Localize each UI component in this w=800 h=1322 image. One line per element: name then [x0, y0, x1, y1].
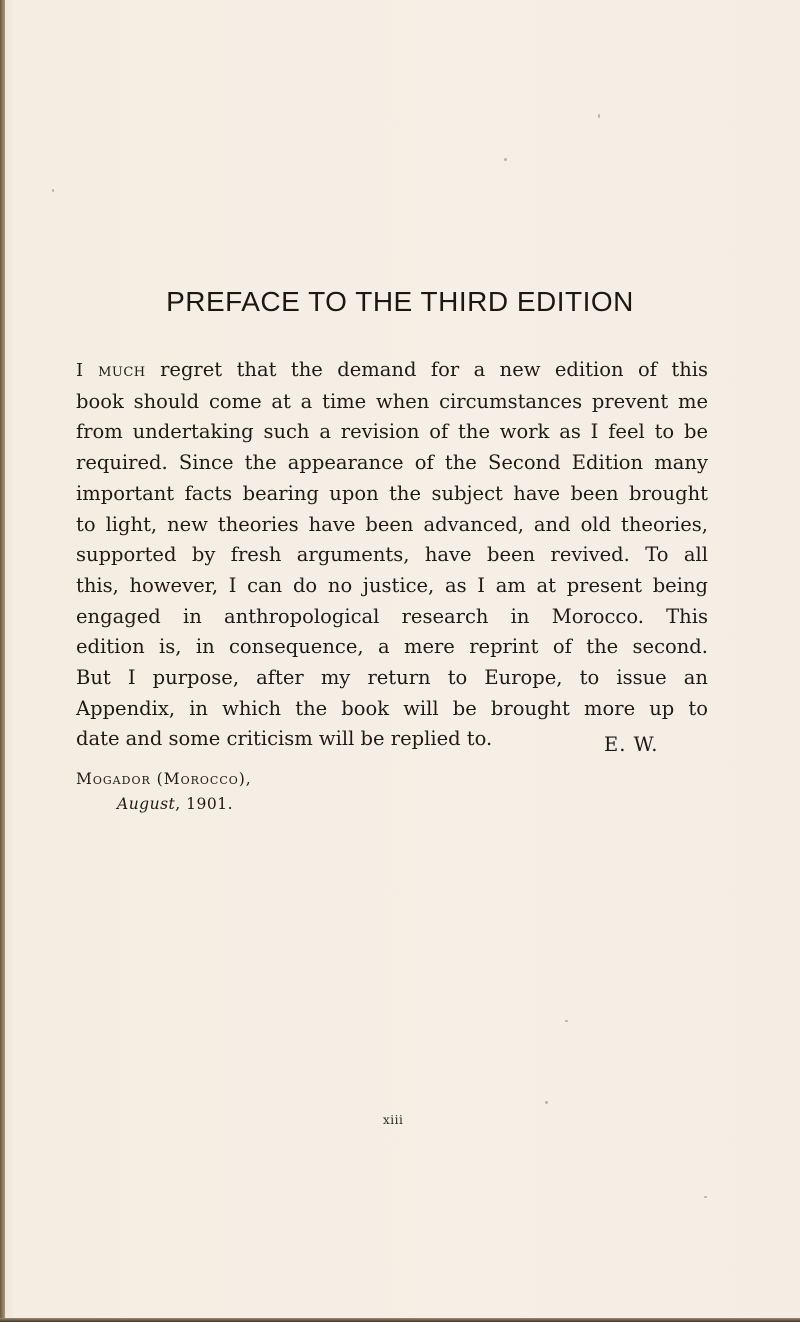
paragraph-line-11: But I purpose, after my return to Europe, to issue an: [76, 666, 708, 690]
paragraph-line-5: important facts bearing upon the subject have been brought: [76, 481, 708, 505]
paragraph-line-2: book should come at a time when circumstances prevent me: [76, 389, 708, 413]
paragraph-line-12: Appendix, in which the book will be brought more up to: [76, 696, 708, 720]
date-line: [117, 795, 233, 813]
paragraph-line-13: date and some criticism will be replied to.: [76, 727, 493, 751]
page-number: xiii: [383, 1113, 404, 1127]
preface-paragraph: [76, 355, 708, 755]
paragraph-line-9: engaged in anthropological research in Morocco. This: [76, 604, 708, 628]
paper-speck: [598, 114, 600, 118]
date-month: August: [117, 795, 176, 813]
paper-speck: [565, 1020, 568, 1022]
paragraph-line-10: edition is, in consequence, a mere reprint of the second.: [76, 635, 708, 659]
paper-speck: [52, 189, 54, 192]
paper-speck: [545, 1101, 548, 1104]
place-line: Mogador (Morocco),: [76, 770, 252, 788]
paper-speck: [704, 1196, 707, 1198]
lead-word-small-caps: I much: [76, 360, 146, 381]
page-bottom-edge: [0, 1318, 800, 1322]
paragraph-line-4: required. Since the appearance of the Second Edition many: [76, 451, 708, 475]
preface-title: PREFACE TO THE THIRD EDITION: [166, 286, 634, 317]
paragraph-line-3: from undertaking such a revision of the work as I feel to be: [76, 420, 708, 444]
paragraph-line-8: this, however, I can do no justice, as I am at present being: [76, 573, 708, 597]
paragraph-line-7: supported by fresh arguments, have been revived. To all: [76, 543, 708, 567]
paper-speck: [504, 158, 507, 161]
date-year: , 1901.: [175, 795, 233, 813]
paragraph-line-1: I much regret that the demand for a new edition of this: [76, 358, 709, 381]
page-spine-edge: [0, 0, 5, 1322]
author-signature: E. W.: [604, 733, 659, 756]
paragraph-line-6: to light, new theories have been advanced, and old theories,: [76, 512, 708, 536]
